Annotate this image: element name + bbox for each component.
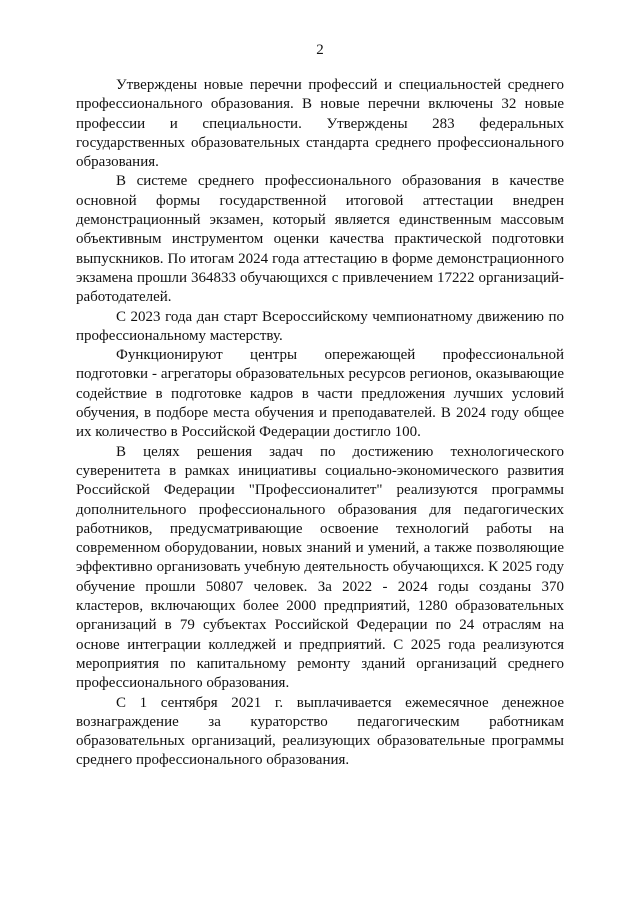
paragraph-curator-payment: С 1 сентября 2021 г. выплачивается ежемесячное денежное вознаграждение за кураторство педагогическим работникам образовательных организаций, реализующих образовательные программы среднего профессионального образования.: [76, 694, 564, 769]
paragraph-championship-movement: С 2023 года дан старт Всероссийскому чемпионатному движению по профессиональному мастерству.: [76, 308, 564, 344]
document-body: [76, 76, 564, 771]
paragraph-professionalitet: В целях решения задач по достижению технологического суверенитета в рамках инициативы социально-экономического развития Российской Федерации "Профессионалитет" реализуются программы дополнительного профессионального образования для педагогических работников, предусматривающие освоение технологий работы на современном оборудовании, новых знаний и умений, а также позволяющие эффективно организовать учебную деятельность обучающихся. К 2025 году обучение прошли 50807 человек. За 2022 - 2024 годы созданы 370 кластеров, включающих более 2000 предприятий, 1280 образовательных организаций в 79 субъектах Российской Федерации по 24 отраслям на основе интеграции колледжей и предприятий. С 2025 года реализуются мероприятия по капитальному ремонту зданий организаций среднего профессионального образования.: [76, 443, 564, 692]
paragraph-new-professions-lists: Утверждены новые перечни профессий и специальностей среднего профессионального образования. В новые перечни включены 32 новые профессии и специальности. Утверждены 283 федеральных государственных образовательных стандарта среднего профессионального образования.: [76, 77, 564, 171]
page-number: 2: [316, 42, 324, 58]
paragraph-demonstration-exam: В системе среднего профессионального образования в качестве основной формы государственной итоговой аттестации внедрен демонстрационный экзамен, который является единственным массовым объективным инструментом оценки качества практической подготовки выпускников. По итогам 2024 года аттестацию в форме демонстрационного экзамена прошли 364833 обучающихся с привлечением 17222 организаций-работодателей.: [76, 173, 564, 306]
paragraph-advanced-training-centers: Функционируют центры опережающей профессиональной подготовки - агрегаторы образовательных ресурсов регионов, оказывающие содействие в подготовке кадров в части предложения лучших условий обучения, в подборе места обучения и преподавателей. В 2024 году общее их количество в Российской Федерации достигло 100.: [76, 347, 564, 441]
